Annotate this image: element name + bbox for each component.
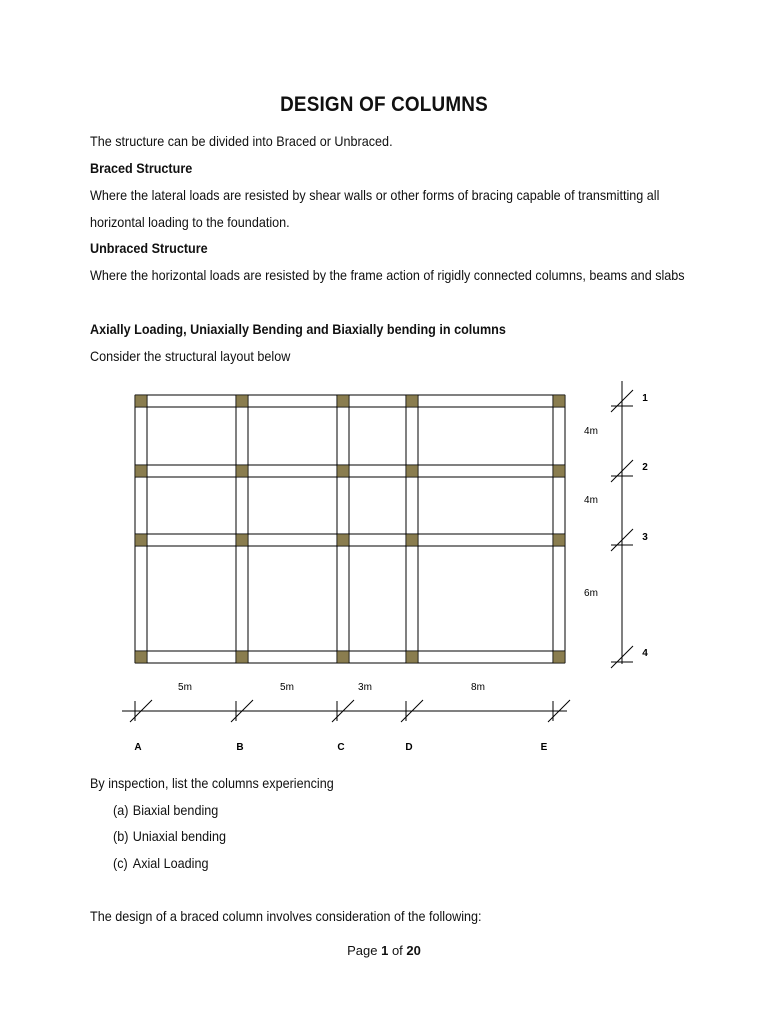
x-dimension-line bbox=[122, 700, 570, 722]
braced-line-2: horizontal loading to the foundation. bbox=[90, 214, 290, 230]
list-marker: (c) bbox=[113, 855, 128, 871]
column bbox=[135, 395, 147, 407]
list-text: Axial Loading bbox=[132, 855, 209, 871]
y-dimension-line bbox=[611, 381, 633, 668]
column bbox=[337, 651, 349, 663]
column bbox=[337, 534, 349, 546]
column bbox=[135, 534, 147, 546]
list-item-a bbox=[113, 802, 218, 818]
intro-text: The structure can be divided into Braced or Unbraced. bbox=[90, 133, 393, 149]
braced-line-1: Where the lateral loads are resisted by shear walls or other forms of bracing capable of transmitting all bbox=[90, 187, 660, 203]
column bbox=[337, 465, 349, 477]
column bbox=[553, 395, 565, 407]
closing-text: The design of a braced column involves consideration of the following: bbox=[90, 908, 482, 924]
column bbox=[406, 651, 418, 663]
column bbox=[236, 534, 248, 546]
column bbox=[236, 465, 248, 477]
footer-prefix: Page bbox=[347, 943, 378, 958]
column bbox=[337, 395, 349, 407]
x-grid-label: D bbox=[405, 742, 413, 753]
footer-total-pages: 20 bbox=[406, 943, 421, 958]
beams bbox=[135, 395, 565, 663]
y-span-label: 6m bbox=[584, 588, 598, 599]
columns bbox=[135, 395, 565, 663]
dimension-labels bbox=[134, 393, 648, 753]
list-item-c bbox=[113, 855, 208, 871]
column bbox=[406, 395, 418, 407]
list-item-b bbox=[113, 828, 226, 844]
x-span-label: 3m bbox=[358, 682, 372, 693]
page-footer bbox=[0, 943, 768, 958]
braced-heading: Braced Structure bbox=[90, 160, 193, 176]
unbraced-line-1: Where the horizontal loads are resisted by the frame action of rigidly connected columns, beams and slabs bbox=[90, 267, 685, 283]
list-text: Biaxial bending bbox=[132, 802, 219, 818]
section-lead: Consider the structural layout below bbox=[90, 348, 291, 364]
column bbox=[236, 651, 248, 663]
x-grid-label: C bbox=[337, 742, 345, 753]
structural-layout-diagram bbox=[0, 370, 768, 770]
y-span-label: 4m bbox=[584, 495, 598, 506]
x-span-label: 5m bbox=[280, 682, 294, 693]
column bbox=[135, 465, 147, 477]
column bbox=[406, 465, 418, 477]
list-marker: (a) bbox=[113, 802, 129, 818]
list-marker: (b) bbox=[113, 828, 129, 844]
x-grid-label: A bbox=[134, 742, 142, 753]
x-grid-label: B bbox=[236, 742, 244, 753]
footer-current-page: 1 bbox=[381, 943, 389, 958]
y-grid-label: 4 bbox=[642, 648, 648, 659]
column bbox=[553, 651, 565, 663]
column bbox=[236, 395, 248, 407]
footer-of: of bbox=[391, 943, 403, 958]
column bbox=[135, 651, 147, 663]
x-span-label: 5m bbox=[178, 682, 192, 693]
y-span-label: 4m bbox=[584, 426, 598, 437]
y-grid-label: 3 bbox=[642, 532, 648, 543]
y-grid-label: 2 bbox=[642, 462, 648, 473]
column bbox=[406, 534, 418, 546]
question-lead: By inspection, list the columns experiencing bbox=[90, 775, 334, 791]
unbraced-heading: Unbraced Structure bbox=[90, 240, 208, 256]
column bbox=[553, 465, 565, 477]
y-grid-label: 1 bbox=[642, 393, 648, 404]
x-span-label: 8m bbox=[471, 682, 485, 693]
x-grid-label: E bbox=[540, 742, 548, 753]
section-heading: Axially Loading, Uniaxially Bending and Biaxially bending in columns bbox=[90, 321, 506, 337]
page-title: DESIGN OF COLUMNS bbox=[280, 93, 488, 116]
list-text: Uniaxial bending bbox=[132, 828, 226, 844]
column bbox=[553, 534, 565, 546]
